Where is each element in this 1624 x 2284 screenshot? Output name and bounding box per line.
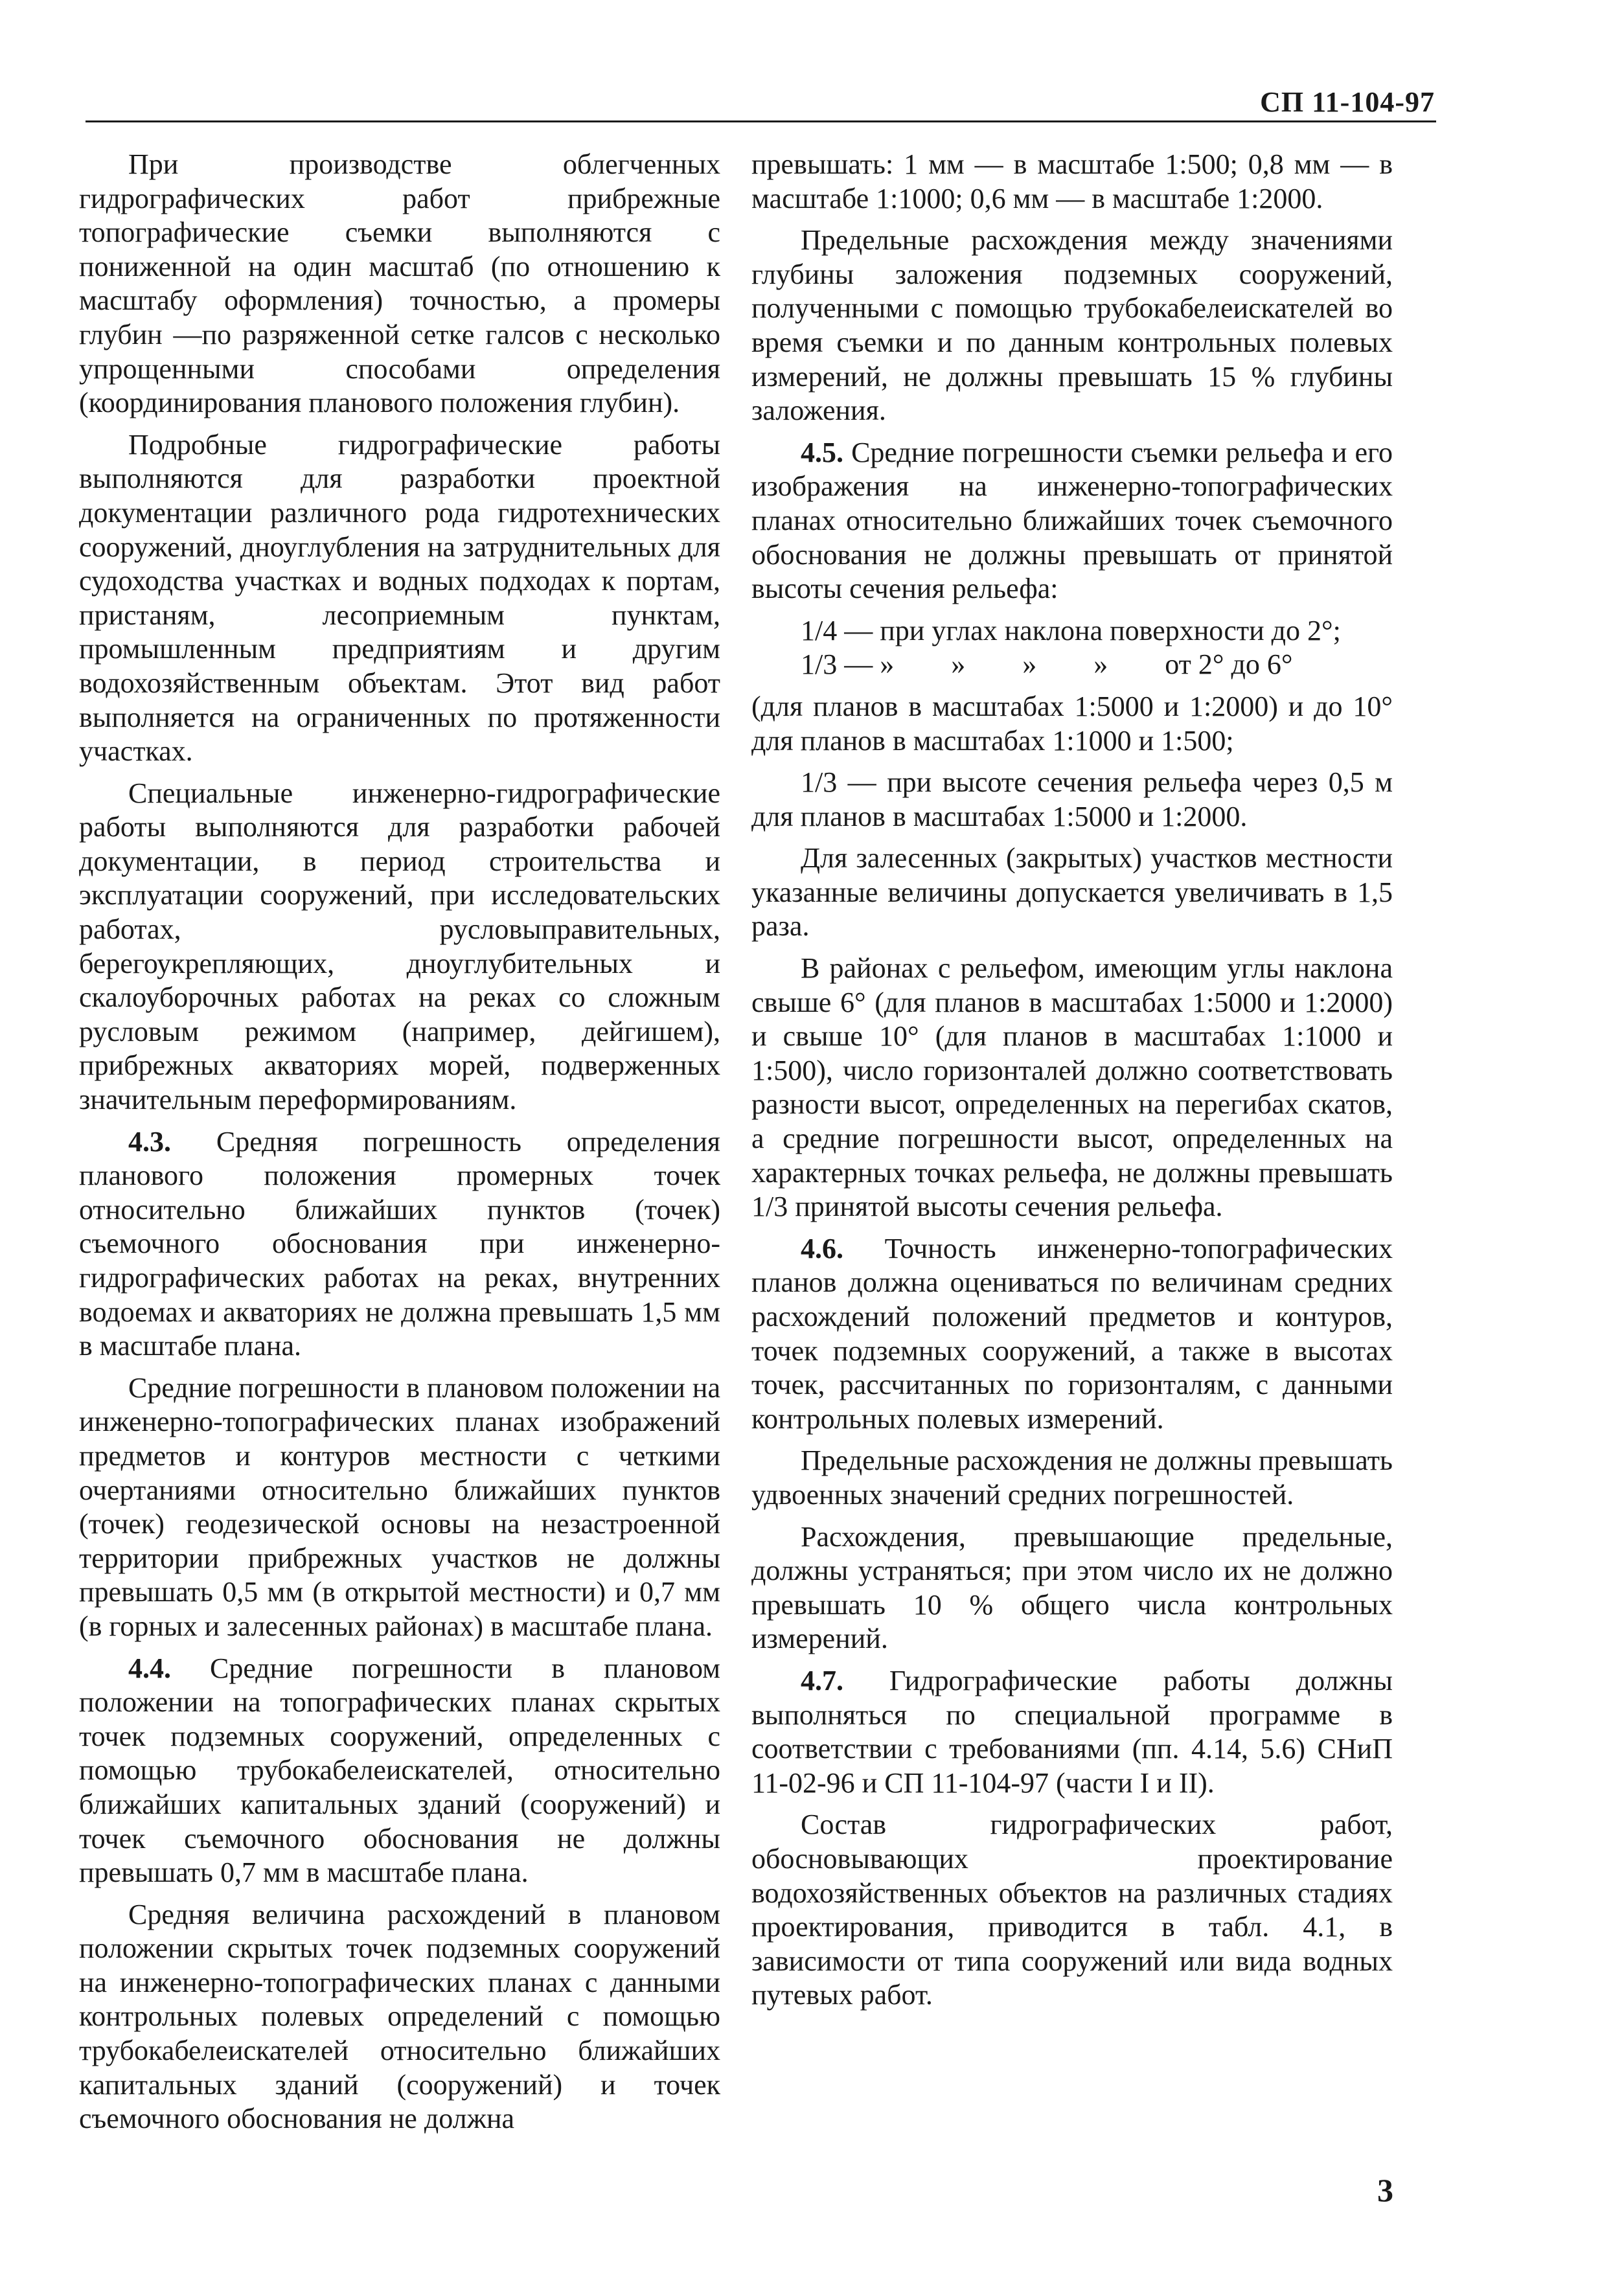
paragraph	[751, 648, 1393, 682]
clause-number: 4.5.	[801, 436, 843, 468]
clause-number: 4.3.	[128, 1125, 171, 1158]
paragraph	[751, 614, 1393, 648]
paragraph-text: 1/4 — при углах наклона поверхности до 2°;	[801, 614, 1341, 646]
paragraph-text: Специальные инженерно-гидрографические работы выполняются для разработки рабочей документации, в период строительства и эксплуатации сооружений, при исследовательских работах, русловыправительных, берегоукрепляющих, дноуглубительных и скалоуборочных работах на реках со сложным русловым режимом (например, дейгишем), прибрежных акваториях морей, подверженных значительным переформированиям.	[79, 777, 720, 1116]
paragraph	[79, 1125, 720, 1364]
paragraph-text: Средние погрешности съемки рельефа и его изображения на инженерно-топографических планах относительно ближайших точек съемочного обоснования не должны превышать от принятой высоты сечения рельефа:	[751, 436, 1393, 605]
paragraph-text: Средние погрешности в плановом положении на инженерно-топографических планах изображений предметов и контуров местности с четкими очертаниями относительно ближайших пунктов (точек) геодезической основы на незастроенной территории прибрежных участков не должны превышать 0,5 мм (в открытой местности) и 0,7 мм (в горных и залесенных районах) в масштабе плана.	[79, 1371, 720, 1642]
paragraph-text: Состав гидрографических работ, обосновывающих проектирование водохозяйственных объектов на различных стадиях проектирования, приводится в табл. 4.1, в зависимости от типа сооружений или вида водных путевых работ.	[751, 1809, 1393, 2011]
paragraph-text: превышать: 1 мм — в масштабе 1:500; 0,8 мм — в масштабе 1:1000; 0,6 мм — в масштабе 1:2000.	[751, 148, 1393, 214]
paragraph	[751, 1520, 1393, 1656]
header-rule	[86, 120, 1436, 122]
paragraph	[79, 148, 720, 420]
paragraph	[751, 1664, 1393, 1800]
paragraph	[751, 1232, 1393, 1437]
paragraph-text: При производстве облегченных гидрографических работ прибрежные топографические съемки выполняются с пониженной на один масштаб (по отношению к масштабу оформления) точностью, а промеры глубин —по разряженной сетке галсов с несколько упрощенными способами определения (координирования планового положения глубин).	[79, 148, 720, 419]
paragraph-text: Средняя величина расхождений в плановом положении скрытых точек подземных сооружений на инженерно-топографических планах с данными контрольных полевых определений с помощью трубокабелеискателей относительно ближайших капитальных зданий (сооружений) и точек съемочного обоснования не должна	[79, 1898, 720, 2135]
page-number: 3	[1377, 2172, 1393, 2208]
right-column	[751, 148, 1393, 2020]
paragraph-text: В районах с рельефом, имеющим углы наклона свыше 6° (для планов в масштабах 1:5000 и 1:2000) и свыше 10° (для планов в масштабах 1:1000 и 1:500), число горизонталей должно соответствовать разности высот, определенных на перегибах скатов, а средние погрешности высот, определенных на характерных точках рельефа, не должны превышать 1/3 принятой высоты сечения рельефа.	[751, 952, 1393, 1223]
paragraph	[751, 841, 1393, 944]
paragraph	[751, 1444, 1393, 1512]
paragraph	[79, 1652, 720, 1890]
paragraph-text: Предельные расхождения не должны превышать удвоенных значений средних погрешностей.	[751, 1445, 1393, 1511]
paragraph	[751, 223, 1393, 428]
paragraph-text: Точность инженерно-топографических планов должна оцениваться по величинам средних расхождений положений предметов и контуров, точек подземных сооружений, а также в высотах точек, рассчитанных по горизонталям, с данными контрольных полевых измерений.	[751, 1232, 1393, 1435]
paragraph	[79, 1371, 720, 1644]
paragraph-text: Предельные расхождения между значениями глубины заложения подземных сооружений, полученными с помощью трубокабелеискателей во время съемки и по данным контрольных полевых измерений, не должны превышать 15 % глубины заложения.	[751, 224, 1393, 427]
clause-number: 4.6.	[801, 1232, 843, 1264]
paragraph-text: 1/3 — » » » » от 2° до 6°	[801, 648, 1293, 681]
paragraph	[751, 690, 1393, 758]
paragraph-text: Гидрографические работы должны выполняться по специальной программе в соответствии с требованиями (пп. 4.14, 5.6) СНиП 11-02-96 и СП 11-104-97 (части I и II).	[751, 1664, 1393, 1799]
left-column	[79, 148, 720, 2144]
paragraph-text: Средние погрешности в плановом положении на топографических планах скрытых точек подземных сооружений, определенных с помощью трубокабелеискателей, относительно ближайших капитальных зданий (сооружений) и точек съемочного обоснования не должны превышать 0,7 мм в масштабе плана.	[79, 1652, 721, 1889]
paragraph	[79, 777, 720, 1117]
paragraph-text: Подробные гидрографические работы выполняются для разработки проектной документации различного рода гидротехнических сооружений, дноуглубления на затруднительных для судоходства участках и водных подходах к портам, пристаням, лесоприемным пунктам, промышленным предприятиям и другим водохозяйственным объектам. Этот вид работ выполняется на ограниченных по протяженности участках.	[79, 428, 720, 768]
paragraph	[751, 148, 1393, 216]
paragraph-text: Расхождения, превышающие предельные, должны устраняться; при этом число их не должно превышать 10 % общего числа контрольных измерений.	[751, 1520, 1393, 1655]
paragraph	[751, 1808, 1393, 2013]
paragraph	[751, 952, 1393, 1224]
paragraph-text: 1/3 — при высоте сечения рельефа через 0,5 м для планов в масштабах 1:5000 и 1:2000.	[751, 766, 1393, 832]
paragraph	[79, 1898, 720, 2136]
paragraph-text: Для залесенных (закрытых) участков местности указанные величины допускается увеличивать в 1,5 раза.	[751, 842, 1393, 942]
paragraph	[79, 428, 720, 769]
paragraph-text: (для планов в масштабах 1:5000 и 1:2000) и до 10° для планов в масштабах 1:1000 и 1:500;	[751, 690, 1393, 757]
paragraph	[751, 436, 1393, 606]
clause-number: 4.4.	[128, 1652, 171, 1684]
clause-number: 4.7.	[801, 1664, 843, 1696]
paragraph-text: Средняя погрешность определения планового положения промерных точек относительно ближайших пунктов (точек) съемочного обоснования при инженерно-гидрографических работах на реках, внутренних водоемах и акваториях не должна превышать 1,5 мм в масштабе плана.	[79, 1125, 720, 1362]
page-header-code: СП 11-104-97	[1260, 86, 1435, 118]
paragraph	[751, 766, 1393, 834]
